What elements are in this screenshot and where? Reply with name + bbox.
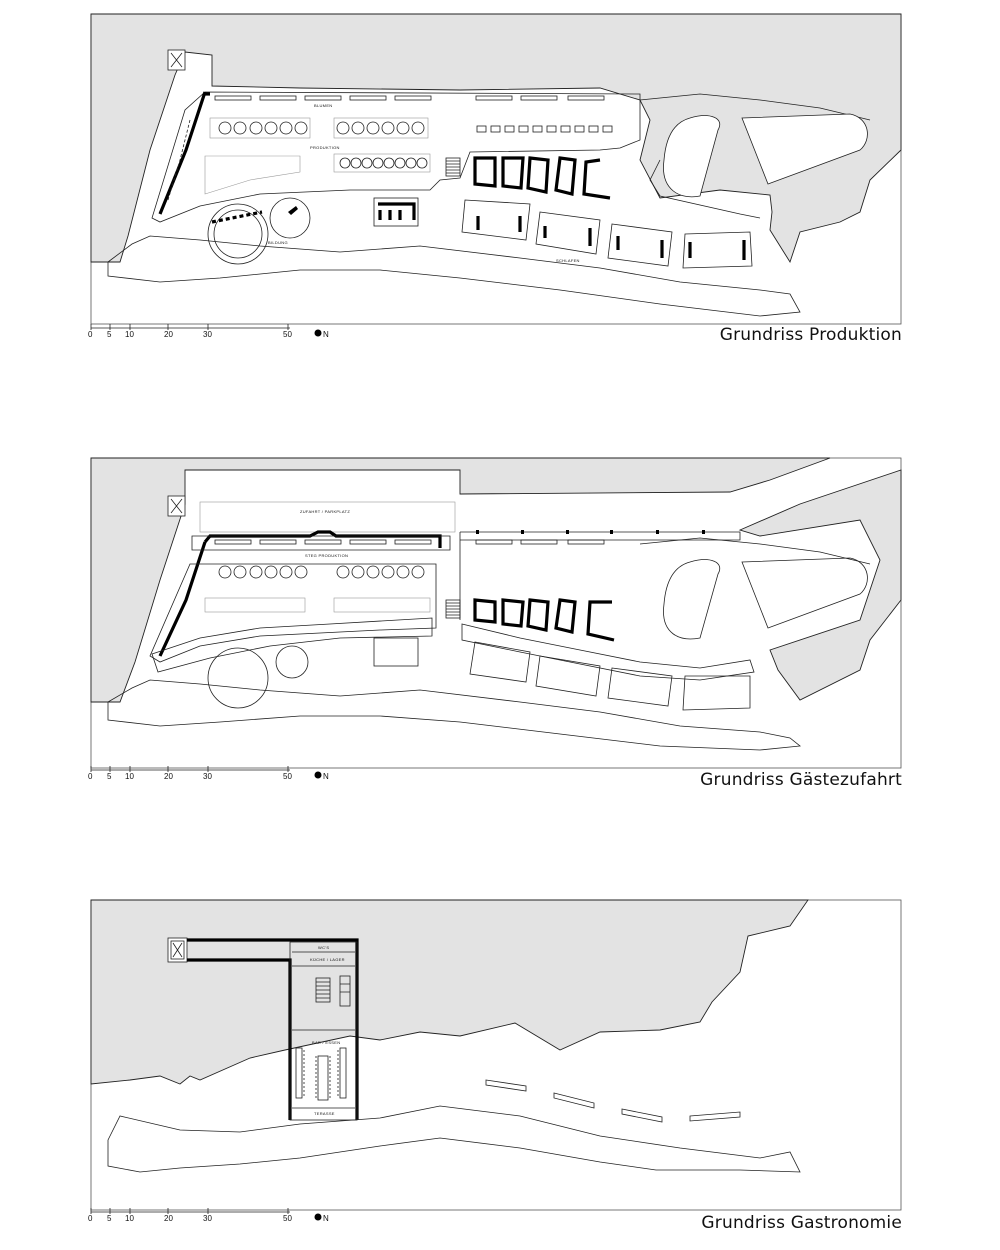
production-tanks: [219, 566, 424, 578]
svg-text:10: 10: [125, 330, 134, 339]
svg-text:10: 10: [125, 1214, 134, 1223]
north-arrow-icon: [315, 1214, 322, 1221]
svg-text:30: 30: [203, 330, 212, 339]
scale-bar: [88, 324, 329, 339]
dining-tables: [296, 1048, 346, 1100]
ramps: [486, 1080, 740, 1122]
plan-gastronomie: [0, 880, 1000, 1250]
svg-text:N: N: [323, 330, 329, 339]
svg-text:N: N: [323, 1214, 329, 1223]
svg-text:20: 20: [164, 330, 173, 339]
svg-text:0: 0: [88, 772, 93, 781]
label-terasse: TERASSE: [314, 1111, 335, 1116]
svg-text:50: 50: [283, 772, 292, 781]
plan-produktion: [0, 0, 1000, 360]
plan-title: Grundriss Gästezufahrt: [700, 770, 902, 790]
floor-plan-gaestezufahrt: [0, 440, 1000, 800]
svg-text:0: 0: [88, 330, 93, 339]
svg-text:N: N: [323, 772, 329, 781]
floor-plan-gastronomie: [0, 880, 1000, 1250]
floor-plan-produktion: [0, 0, 1000, 360]
pods: [475, 158, 610, 198]
label-wcs: WC'S: [318, 945, 330, 950]
north-arrow-icon: [315, 330, 322, 337]
svg-text:5: 5: [107, 330, 112, 339]
label-steg: STEG PRODUKTION: [305, 553, 349, 558]
svg-text:20: 20: [164, 772, 173, 781]
north-arrow-icon: [315, 772, 322, 779]
label-zufahrt: ZUFAHRT / PARKPLATZ: [300, 509, 351, 514]
bench-row-top: [215, 96, 604, 100]
label-produktion: PRODUKTION: [310, 145, 340, 150]
label-blumen: BLUMEN: [314, 103, 333, 108]
rock-terrain: [91, 900, 808, 1084]
svg-text:5: 5: [107, 1214, 112, 1223]
svg-text:50: 50: [283, 1214, 292, 1223]
svg-text:30: 30: [203, 1214, 212, 1223]
rock-terrain: [91, 458, 830, 702]
plan-title: Grundriss Produktion: [719, 325, 902, 345]
svg-text:0: 0: [88, 1214, 93, 1223]
svg-text:30: 30: [203, 772, 212, 781]
label-schlafen: SCHLAFEN: [556, 258, 580, 263]
svg-text:5: 5: [107, 772, 112, 781]
pods: [475, 600, 614, 640]
plan-gaestezufahrt: [0, 440, 1000, 800]
label-bar: BAR / ESSEN: [312, 1040, 341, 1045]
svg-text:50: 50: [283, 330, 292, 339]
bildung-pavilions: [208, 198, 310, 264]
svg-text:10: 10: [125, 772, 134, 781]
label-bildung: BILDUNG: [268, 240, 288, 245]
bench-row-top: [215, 540, 604, 544]
guest-units: [462, 200, 752, 268]
label-kueche: KÜCHE / LAGER: [310, 957, 345, 962]
plan-title: Grundriss Gastronomie: [701, 1213, 902, 1233]
svg-text:20: 20: [164, 1214, 173, 1223]
